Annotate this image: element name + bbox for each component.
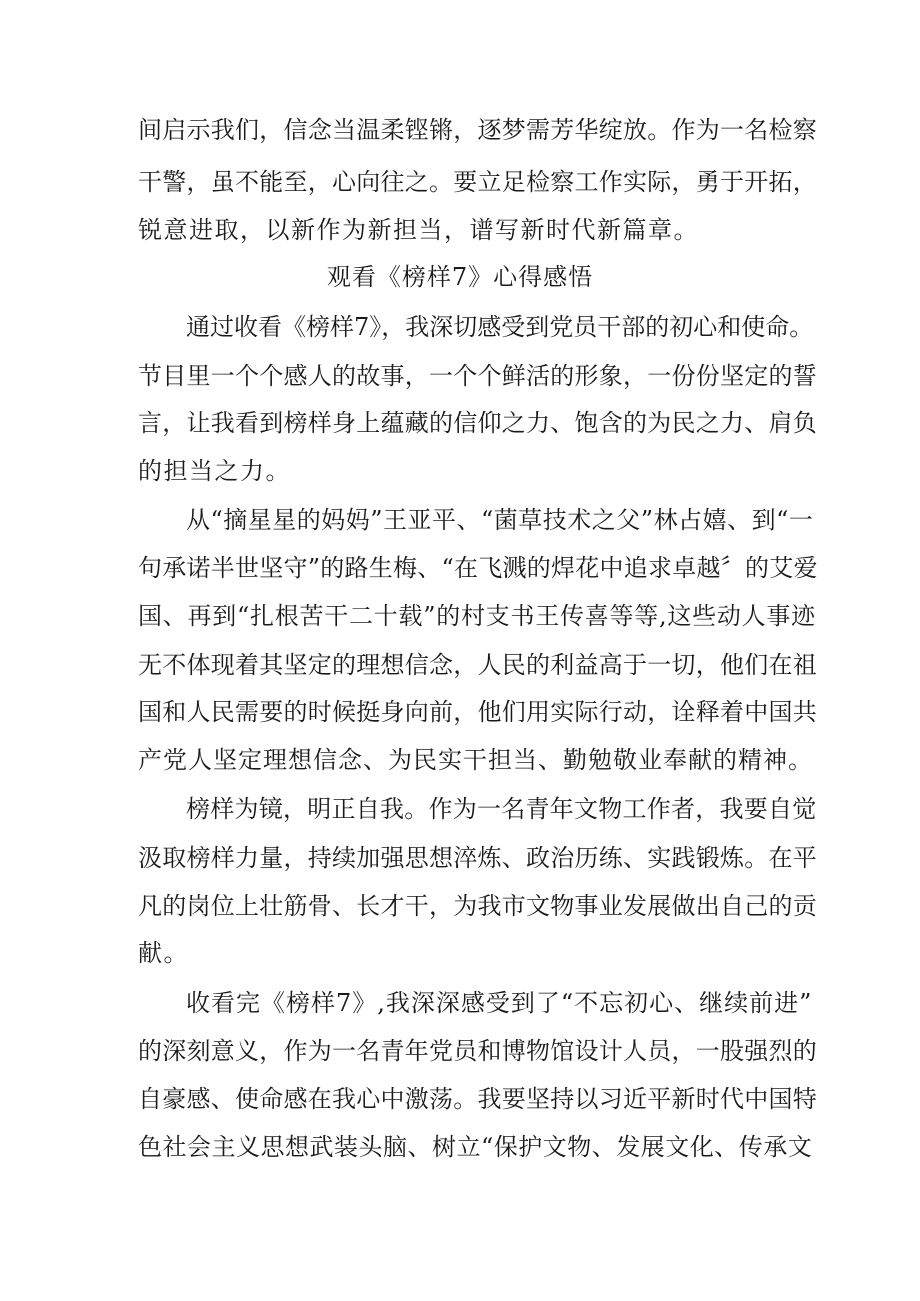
text-line: 国、再到“扎根苦干二十载”的村支书王传喜等等,这些动人事迹 [138, 602, 816, 630]
text-line: 句承诺半世坚守”的路生梅、“在飞溅的焊花中追求卓越〞的艾爱 [138, 554, 818, 582]
text-line: 言，让我看到榜样身上蕴藏的信仰之力、饱含的为民之力、肩负 [138, 409, 817, 437]
text-line: 国和人民需要的时候挺身向前，他们用实际行动，诠释着中国共 [138, 698, 817, 726]
text-line: 的担当之力。 [138, 457, 291, 485]
text-line: 干警，虽不能至，心向往之。要立足检察工作实际，勇于开拓， [138, 168, 817, 196]
text-line: 凡的岗位上壮筋骨、长才干，为我市文物事业发展做出自己的贡 [138, 892, 817, 920]
text-line: 无不体现着其坚定的理想信念，人民的利益高于一切，他们在祖 [138, 651, 817, 679]
text-line: 产党人坚定理想信念、为民实干担当、勤勉敬业奉献的精神。 [138, 746, 813, 774]
text-line: 间启示我们，信念当温柔铿锵，逐梦需芳华绽放。作为一名检察 [138, 116, 817, 144]
text-line: 通过收看《榜样7》，我深切感受到党员干部的初心和使命。 [186, 313, 814, 341]
text-line: 献。 [138, 939, 189, 967]
text-line: 自豪感、使命感在我心中激荡。我要坚持以习近平新时代中国特 [138, 1085, 817, 1113]
text-line: 从“摘星星的妈妈”王亚平、“菌草技术之父”林占嬉、到“一 [186, 506, 814, 534]
text-line: 节目里一个个感人的故事，一个个鲜活的形象，一份份坚定的誓 [138, 362, 817, 390]
text-line: 的深刻意义，作为一名青年党员和博物馆设计人员，一股强烈的 [138, 1037, 817, 1065]
text-line: 锐意进取，以新作为新担当，谱写新时代新篇章。 [138, 216, 699, 244]
text-line: 榜样为镜，明正自我。作为一名青年文物工作者，我要自觉 [186, 795, 817, 823]
text-line: 收看完《榜样7》,我深深感受到了“不忘初心、继续前进” [186, 989, 813, 1017]
section-title: 观看《榜样7》心得感悟 [326, 263, 594, 291]
text-line: 汲取榜样力量，持续加强思想淬炼、政治历练、实践锻炼。在平 [138, 844, 817, 872]
text-line: 色社会主义思想武装头脑、树立“保护文物、发展文化、传承文 [138, 1133, 813, 1161]
